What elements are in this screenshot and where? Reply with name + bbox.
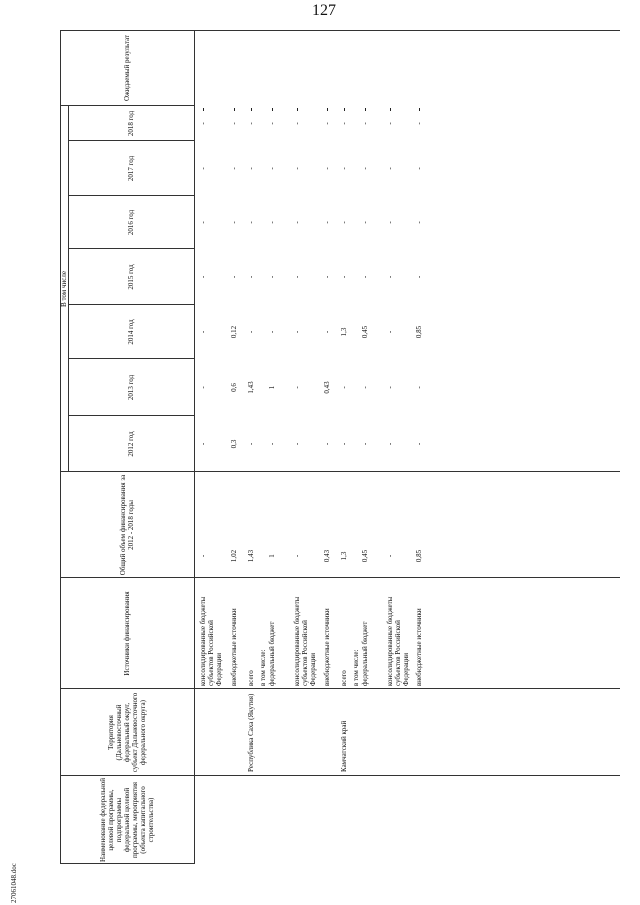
row-source: консолидированные бюджеты субъектов Российской Федерации	[199, 596, 223, 686]
column-separator	[60, 775, 620, 776]
row-year-value: 1,3	[340, 327, 348, 337]
row-check-mark	[365, 108, 366, 111]
row-year-value: -	[293, 221, 301, 224]
row-year-value: -	[199, 275, 207, 279]
row-year-value: -	[415, 122, 423, 125]
row-check-mark	[327, 108, 328, 111]
row-year-value: -	[323, 330, 331, 334]
row-year-value: -	[268, 167, 276, 170]
table-header-bottom	[194, 30, 195, 864]
row-year-value: -	[230, 122, 238, 125]
row-year-value: -	[268, 122, 276, 125]
row-year-value: -	[340, 442, 348, 446]
row-territory: Камчатский край	[340, 720, 348, 772]
header-year: 2012 год	[127, 431, 135, 457]
row-year-value: 1	[268, 385, 276, 390]
row-check-mark	[419, 108, 420, 111]
row-check-mark	[297, 108, 298, 111]
row-year-value: 0,6	[230, 383, 238, 392]
table-border-left	[60, 863, 194, 864]
row-year-value: -	[293, 275, 301, 279]
row-source: внебюджетные источники	[323, 608, 331, 686]
row-year-value: -	[323, 167, 331, 170]
table-border-right	[60, 30, 620, 31]
row-year-value: -	[415, 275, 423, 279]
row-year-value: -	[230, 221, 238, 224]
row-total: 1,43	[247, 549, 255, 563]
row-source: в том числе:	[352, 649, 360, 686]
row-year-value: -	[340, 167, 348, 170]
row-year-value: -	[386, 122, 394, 125]
row-year-value: -	[293, 386, 301, 389]
row-source: консолидированные бюджеты субъектов Российской Федерации	[386, 596, 410, 686]
row-year-value: -	[323, 442, 331, 446]
header-year: 2018 год	[127, 110, 135, 137]
row-check-mark	[234, 108, 235, 111]
row-source: консолидированные бюджеты субъектов Российской Федерации	[293, 596, 317, 686]
row-year-value: -	[415, 221, 423, 224]
row-year-value: -	[361, 442, 369, 446]
header-group: В том числе	[60, 271, 68, 307]
row-year-value: -	[361, 386, 369, 389]
row-year-value: -	[268, 330, 276, 334]
row-year-value: -	[415, 167, 423, 170]
row-year-value: -	[247, 122, 255, 125]
row-total: 1,3	[340, 551, 348, 561]
row-source: внебюджетные источники	[415, 608, 423, 686]
row-year-value: -	[247, 275, 255, 279]
header-total: Общий объем финансирования за 2012 - 2018 годы	[119, 474, 135, 576]
row-year-value: -	[268, 275, 276, 279]
header-expected-result: Ожидаемый результат	[123, 34, 131, 102]
row-total: -	[199, 554, 207, 558]
row-year-value: -	[386, 167, 394, 170]
row-year-value: -	[323, 122, 331, 125]
row-year-value: -	[340, 275, 348, 279]
column-separator	[60, 577, 620, 578]
header-year: 2013 год	[127, 374, 135, 401]
header-year: 2015 год	[127, 264, 135, 290]
row-year-value: -	[293, 330, 301, 334]
row-year-value: -	[247, 221, 255, 224]
page-number: 127	[312, 2, 336, 19]
row-check-mark	[272, 108, 273, 111]
document-footer: 27061048.doc	[10, 863, 18, 903]
row-year-value: -	[340, 221, 348, 224]
row-year-value: 1,43	[247, 381, 255, 394]
row-year-value: -	[415, 442, 423, 446]
row-source: в том числе:	[259, 649, 267, 686]
row-year-value: -	[323, 221, 331, 224]
row-year-value: 0,3	[230, 439, 238, 449]
row-year-value: -	[361, 275, 369, 279]
row-year-value: -	[268, 442, 276, 446]
row-year-value: -	[386, 330, 394, 334]
row-check-mark	[390, 108, 391, 111]
row-year-value: -	[199, 167, 207, 170]
row-year-value: 0,45	[361, 325, 369, 339]
header-year: 2014 год	[127, 319, 135, 345]
header-source: Источники финансирования	[123, 591, 131, 676]
row-year-value: -	[230, 275, 238, 279]
row-total: 1,02	[230, 549, 238, 563]
row-year-value: -	[199, 330, 207, 334]
row-check-mark	[344, 108, 345, 111]
row-year-value: -	[361, 122, 369, 125]
row-year-value: -	[293, 167, 301, 170]
column-separator	[60, 688, 620, 689]
header-program-name: Наименование федеральной целевой программы, подпрограммы федеральной целевой программы, мероприятия (объекта капитального строительства)	[99, 778, 155, 862]
row-total: 1	[268, 554, 276, 558]
row-source: всего	[247, 670, 255, 686]
row-year-value: -	[293, 442, 301, 446]
financing-table	[60, 30, 620, 864]
row-year-value: -	[247, 330, 255, 334]
row-year-value: -	[247, 167, 255, 170]
row-year-value: -	[386, 442, 394, 446]
row-total: 0,45	[361, 549, 369, 563]
row-year-value: -	[199, 442, 207, 446]
row-year-value: -	[199, 386, 207, 389]
row-total: 0,85	[415, 549, 423, 563]
header-territory: Территория (Дальневосточный федеральный округ, субъект Дальневосточного федерального округа)	[107, 692, 147, 773]
row-source: внебюджетные источники	[230, 608, 238, 686]
row-check-mark	[203, 108, 204, 111]
row-total: 0,43	[323, 549, 331, 563]
row-year-value: -	[361, 221, 369, 224]
row-year-value: 0,12	[230, 325, 238, 339]
row-year-value: -	[415, 386, 423, 389]
header-year: 2016 год	[127, 209, 135, 236]
row-territory: Республика Саха (Якутия)	[247, 693, 255, 772]
row-year-value: -	[247, 442, 255, 446]
row-source: федеральный бюджет	[268, 621, 276, 686]
header-year: 2017 год	[127, 155, 135, 182]
row-year-value: -	[340, 122, 348, 125]
row-year-value: -	[361, 167, 369, 170]
row-check-mark	[251, 108, 252, 111]
row-year-value: -	[199, 221, 207, 224]
row-source: всего	[340, 670, 348, 686]
row-year-value: -	[340, 386, 348, 389]
row-source: федеральный бюджет	[361, 621, 369, 686]
row-year-value: -	[386, 221, 394, 224]
row-year-value: -	[199, 122, 207, 125]
row-year-value: -	[323, 275, 331, 279]
row-total: -	[293, 554, 301, 558]
row-year-value: -	[268, 221, 276, 224]
row-year-value: -	[230, 167, 238, 170]
row-year-value: 0,85	[415, 325, 423, 339]
row-year-value: 0,43	[323, 381, 331, 394]
row-year-value: -	[386, 386, 394, 389]
row-total: -	[386, 554, 394, 558]
row-year-value: -	[386, 275, 394, 279]
row-year-value: -	[293, 122, 301, 125]
